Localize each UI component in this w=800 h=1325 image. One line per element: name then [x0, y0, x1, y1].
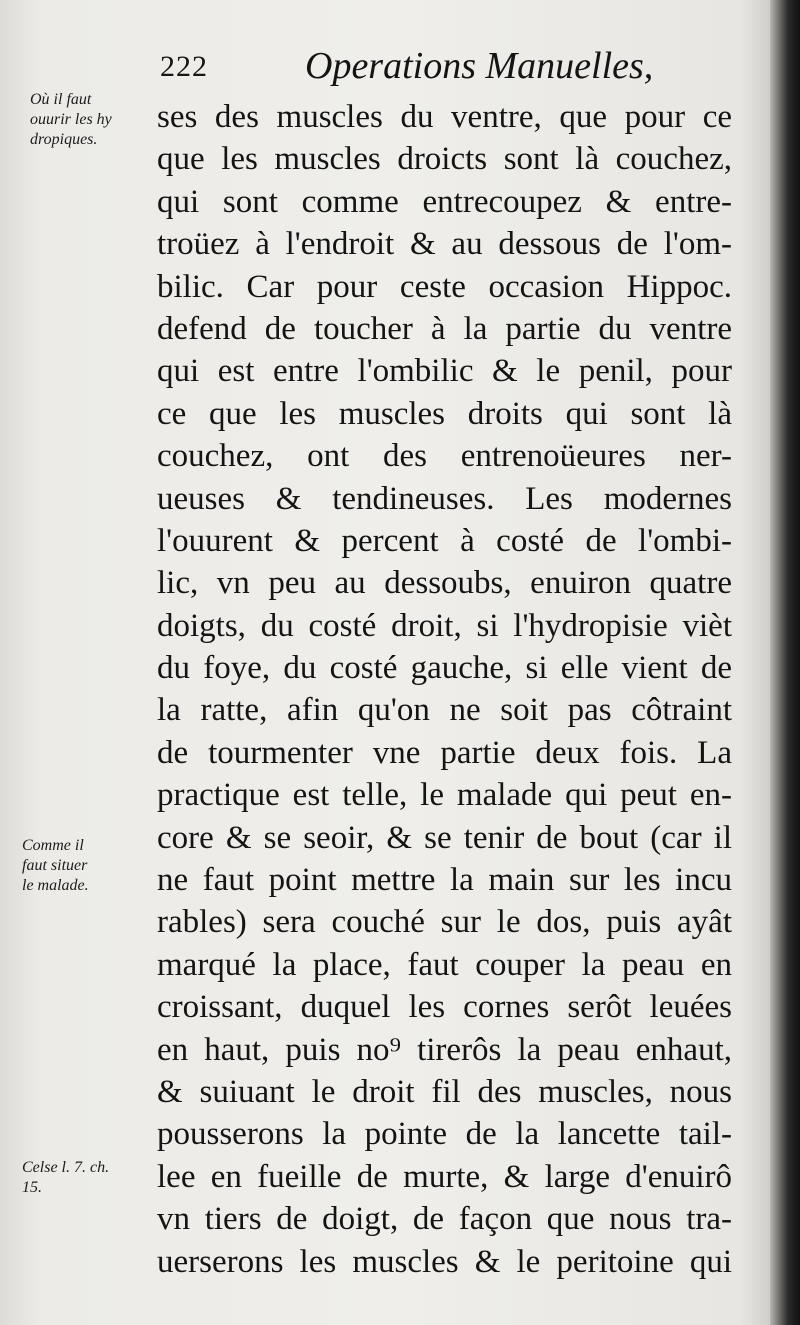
margin-note-line: ouurir les hy — [30, 111, 112, 128]
page-header — [160, 40, 680, 96]
text-line: que les muscles droicts sont là couchez, — [157, 141, 732, 178]
text-line: & suiuant le droit fil des muscles, nous — [157, 1073, 732, 1110]
text-line: la ratte, afin qu'on ne soit pas côtraint — [157, 692, 732, 729]
text-line: core & se seoir, & se tenir de bout (car il — [157, 819, 732, 856]
text-line: rables) sera couché sur le dos, puis ayât — [157, 904, 732, 941]
text-line: uerserons les muscles & le peritoine qui — [157, 1243, 732, 1280]
text-line: troüez à l'endroit & au dessous de l'om- — [157, 226, 732, 263]
margin-note-celse — [22, 1158, 109, 1198]
text-line: en haut, puis no⁹ tirerôs la peau enhaut, — [157, 1031, 732, 1068]
text-line: ueuses & tendineuses. Les modernes — [157, 480, 732, 517]
body-text — [157, 96, 732, 1283]
margin-note-line: Celse l. 7. ch. — [22, 1159, 110, 1176]
margin-note-hydropiques — [30, 90, 112, 150]
text-line: ne faut point mettre la main sur les incu — [157, 862, 732, 899]
text-line: qui est entre l'ombilic & le penil, pour — [157, 353, 732, 390]
text-line: ses des muscles du ventre, que pour ce — [157, 99, 732, 135]
text-line: ce que les muscles droits qui sont là — [157, 395, 732, 432]
text-line: doigts, du costé droit, si l'hydropisie vièt — [157, 607, 732, 644]
text-line: bilic. Car pour ceste occasion Hippoc. — [157, 268, 732, 305]
text-line: pousserons la pointe de la lancette tail- — [157, 1116, 732, 1153]
text-line: defend de toucher à la partie du ventre — [157, 310, 732, 347]
page-number: 222 — [160, 50, 208, 83]
margin-note-line: Où il faut — [30, 91, 92, 108]
text-line: qui sont comme entrecoupez & entre- — [157, 183, 732, 220]
text-line: du foye, du costé gauche, si elle vient de — [157, 650, 732, 687]
margin-note-line: dropiques. — [30, 131, 98, 148]
text-line: l'ouurent & percent à costé de l'ombi- — [157, 522, 732, 559]
text-line: vn tiers de doigt, de façon que nous tra- — [157, 1201, 732, 1238]
margin-note-situer-malade — [22, 836, 89, 896]
text-line: practique est telle, le malade qui peut en- — [157, 777, 732, 814]
text-line: lic, vn peu au dessoubs, enuiron quatre — [157, 565, 732, 602]
text-line: de tourmenter vne partie deux fois. La — [157, 734, 732, 771]
margin-note-line: 15. — [22, 1179, 42, 1196]
text-line: lee en fueille de murte, & large d'enuirô — [157, 1158, 732, 1195]
text-line: croissant, duquel les cornes serôt leuées — [157, 989, 732, 1026]
text-line: marqué la place, faut couper la peau en — [157, 946, 732, 983]
margin-note-line: Comme il — [22, 837, 84, 854]
running-title: Operations Manuelles, — [305, 45, 654, 87]
text-line: couchez, ont des entrenoüeures ner- — [157, 438, 732, 475]
margin-note-line: faut situer — [22, 857, 88, 874]
page-gutter-shadow — [770, 0, 800, 1325]
margin-note-line: le malade. — [22, 877, 89, 894]
